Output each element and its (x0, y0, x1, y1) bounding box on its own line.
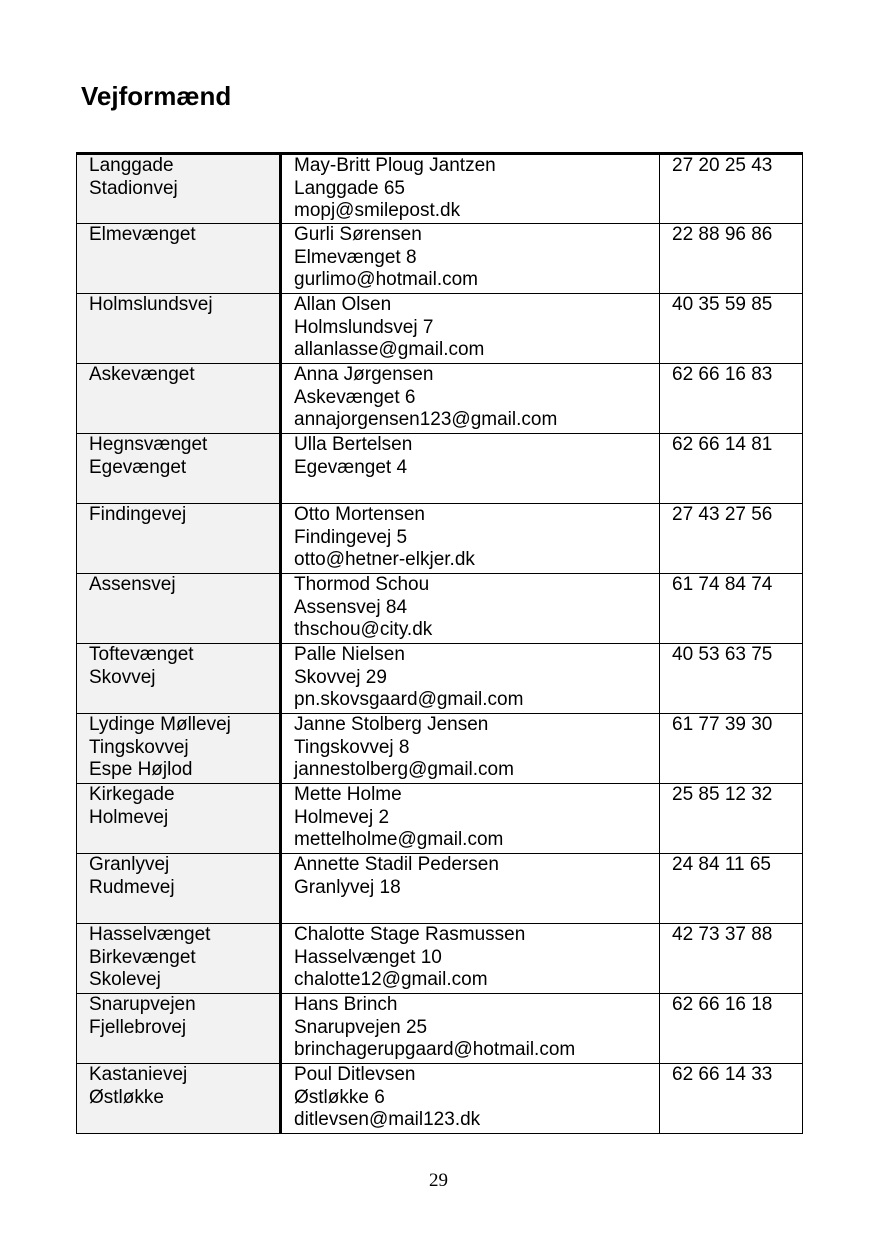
contact-email: gurlimo@hotmail.com (294, 269, 479, 290)
road-name: Skovvej (89, 666, 156, 688)
phone-number: 62 66 16 18 (672, 994, 773, 1015)
road-name: Tingskovvej (89, 736, 189, 758)
contact-email: mettelholme@gmail.com (294, 829, 504, 850)
road-name: Elmevænget (89, 224, 196, 245)
contact-cell (281, 714, 660, 784)
contact-name: Gurli Sørensen (294, 224, 422, 245)
phone-number: 24 84 11 65 (672, 854, 771, 875)
roads-cell (77, 504, 281, 574)
contact-email: otto@hetner-elkjer.dk (294, 549, 475, 570)
road-name: Egevænget (89, 456, 187, 478)
table-row (77, 294, 803, 364)
table-row (77, 1064, 803, 1134)
table-row (77, 644, 803, 714)
phone-cell (660, 504, 803, 574)
contact-name: Poul Ditlevsen (294, 1064, 416, 1085)
contact-cell (281, 644, 660, 714)
road-name: Rudmevej (89, 876, 175, 898)
contact-email: brinchagerupgaard@hotmail.com (294, 1039, 576, 1060)
phone-cell (660, 924, 803, 994)
contact-email: annajorgensen123@gmail.com (294, 409, 558, 430)
contact-email: allanlasse@gmail.com (294, 339, 485, 360)
page-number: 29 (429, 1170, 448, 1191)
table-row (77, 994, 803, 1064)
contact-name: Hans Brinch (294, 994, 398, 1015)
road-name: Holmevej (89, 806, 169, 828)
roads-cell (77, 574, 281, 644)
table-row (77, 154, 803, 224)
contact-cell (281, 224, 660, 294)
contact-email: mopj@smilepost.dk (294, 200, 461, 221)
roads-cell (77, 784, 281, 854)
contact-email: jannestolberg@gmail.com (294, 759, 514, 780)
phone-number: 22 88 96 86 (672, 224, 773, 245)
phone-number: 61 74 84 74 (672, 574, 773, 595)
road-name: Snarupvejen (89, 994, 196, 1015)
contact-address: Assensvej 84 (294, 596, 408, 618)
contact-email: pn.skovsgaard@gmail.com (294, 689, 524, 710)
phone-number: 62 66 16 83 (672, 364, 773, 385)
contact-name: Palle Nielsen (294, 644, 405, 665)
phone-number: 27 20 25 43 (672, 155, 773, 176)
table-row (77, 924, 803, 994)
contact-address: Tingskovvej 8 (294, 736, 410, 758)
road-name: Hegnsvænget (89, 434, 208, 455)
phone-cell (660, 154, 803, 224)
roads-cell (77, 714, 281, 784)
table-row (77, 504, 803, 574)
phone-cell (660, 574, 803, 644)
phone-cell (660, 784, 803, 854)
road-name: Granlyvej (89, 854, 170, 875)
road-name: Fjellebrovej (89, 1016, 187, 1038)
contact-cell (281, 154, 660, 224)
contact-name: Anna Jørgensen (294, 364, 434, 385)
contact-address: Egevænget 4 (294, 456, 408, 478)
road-name: Askevænget (89, 364, 195, 385)
road-name: Kastanievej (89, 1064, 188, 1085)
phone-number: 40 53 63 75 (672, 644, 773, 665)
contact-email: chalotte12@gmail.com (294, 969, 488, 990)
contact-address: Østløkke 6 (294, 1086, 385, 1108)
contact-address: Snarupvejen 25 (294, 1016, 428, 1038)
road-wardens-table (76, 152, 803, 1134)
contact-name: Allan Olsen (294, 294, 392, 315)
roads-cell (77, 364, 281, 434)
phone-number: 27 43 27 56 (672, 504, 773, 525)
contact-cell (281, 434, 660, 504)
table-row (77, 434, 803, 504)
roads-cell (77, 1064, 281, 1134)
road-name: Espe Højlod (89, 759, 193, 780)
contact-cell (281, 504, 660, 574)
contact-address: Elmevænget 8 (294, 246, 417, 268)
phone-cell (660, 644, 803, 714)
phone-number: 62 66 14 33 (672, 1064, 773, 1085)
table-row (77, 784, 803, 854)
phone-cell (660, 854, 803, 924)
contact-name: Thormod Schou (294, 574, 430, 595)
phone-number: 61 77 39 30 (672, 714, 773, 735)
road-name: Stadionvej (89, 177, 178, 199)
contact-address: Granlyvej 18 (294, 876, 401, 898)
road-name: Hasselvænget (89, 924, 211, 945)
contact-cell (281, 854, 660, 924)
page-title: Vejformænd (81, 81, 232, 111)
phone-number: 25 85 12 32 (672, 784, 773, 805)
table-row (77, 364, 803, 434)
roads-cell (77, 224, 281, 294)
table-row (77, 854, 803, 924)
road-name: Birkevænget (89, 946, 196, 968)
roads-cell (77, 154, 281, 224)
phone-cell (660, 714, 803, 784)
contact-address: Skovvej 29 (294, 666, 387, 688)
phone-cell (660, 364, 803, 434)
roads-cell (77, 644, 281, 714)
road-name: Toftevænget (89, 644, 194, 665)
contact-name: Otto Mortensen (294, 504, 425, 525)
phone-number: 40 35 59 85 (672, 294, 773, 315)
contact-email: thschou@city.dk (294, 619, 433, 640)
contact-address: Holmevej 2 (294, 806, 390, 828)
table-row (77, 714, 803, 784)
contact-cell (281, 924, 660, 994)
contact-name: Mette Holme (294, 784, 402, 805)
table-body (77, 154, 803, 1134)
contact-name: Chalotte Stage Rasmussen (294, 924, 526, 945)
contact-cell (281, 784, 660, 854)
phone-cell (660, 434, 803, 504)
roads-cell (77, 854, 281, 924)
table-row (77, 574, 803, 644)
contact-cell (281, 1064, 660, 1134)
contact-name: Janne Stolberg Jensen (294, 714, 489, 735)
road-name: Skolevej (89, 969, 161, 990)
phone-cell (660, 224, 803, 294)
contact-name: Annette Stadil Pedersen (294, 854, 499, 875)
road-name: Findingevej (89, 504, 187, 525)
contact-name: May-Britt Ploug Jantzen (294, 155, 496, 176)
contact-address: Holmslundsvej 7 (294, 316, 434, 338)
contact-address: Langgade 65 (294, 177, 405, 199)
road-name: Holmslundsvej (89, 294, 213, 315)
contact-address: Askevænget 6 (294, 386, 416, 408)
roads-cell (77, 924, 281, 994)
road-name: Assensvej (89, 574, 176, 595)
contact-cell (281, 994, 660, 1064)
phone-number: 62 66 14 81 (672, 434, 773, 455)
road-name: Langgade (89, 155, 174, 176)
phone-cell (660, 294, 803, 364)
contact-cell (281, 364, 660, 434)
phone-number: 42 73 37 88 (672, 924, 773, 945)
road-name: Lydinge Møllevej (89, 714, 231, 735)
phone-cell (660, 994, 803, 1064)
contact-email: ditlevsen@mail123.dk (294, 1109, 481, 1130)
road-name: Østløkke (89, 1086, 164, 1108)
roads-cell (77, 294, 281, 364)
roads-cell (77, 994, 281, 1064)
roads-cell (77, 434, 281, 504)
contact-address: Findingevej 5 (294, 526, 408, 548)
contact-address: Hasselvænget 10 (294, 946, 442, 968)
phone-cell (660, 1064, 803, 1134)
road-name: Kirkegade (89, 784, 175, 805)
table-row (77, 224, 803, 294)
contact-name: Ulla Bertelsen (294, 434, 413, 455)
contact-cell (281, 294, 660, 364)
contact-cell (281, 574, 660, 644)
